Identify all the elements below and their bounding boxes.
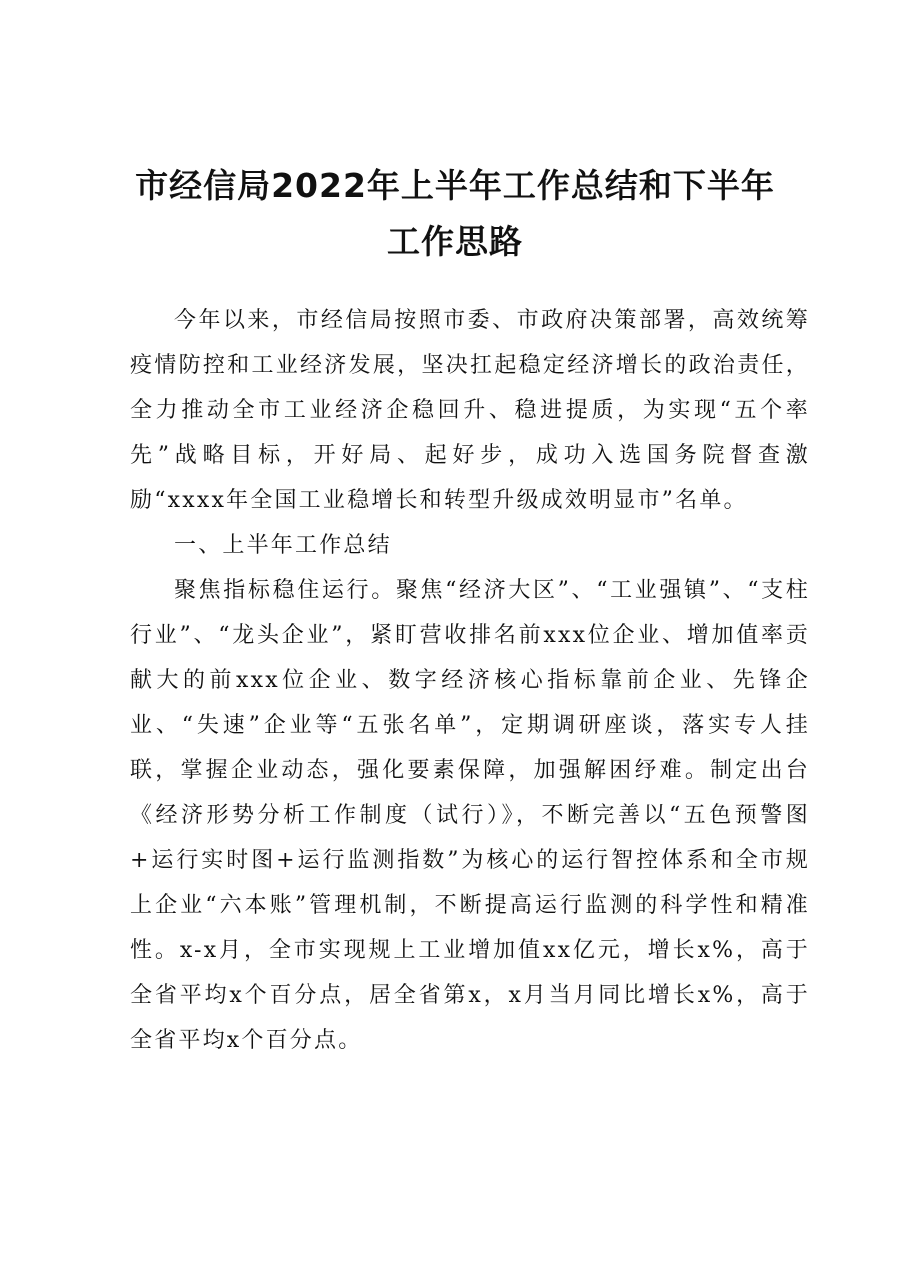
document-body: [130, 298, 810, 1063]
body-paragraph: 聚焦指标稳住运行。聚焦“经济大区”、“工业强镇”、“支柱行业”、“龙头企业”，紧盯营收排名前xxx位企业、增加值率贡献大的前xxx位企业、数字经济核心指标靠前企业、先锋企业、“失速”企业等“五张名单”，定期调研座谈，落实专人挂联，掌握企业动态，强化要素保障，加强解困纾难。制定出台《经济形势分析工作制度（试行）》，不断完善以“五色预警图+运行实时图+运行监测指数”为核心的运行智控体系和全市规上企业“六本账”管理机制，不断提高运行监测的科学性和精准性。x-x月，全市实现规上工业增加值xx亿元，增长x%，高于全省平均x个百分点，居全省第x，x月当月同比增长x%，高于全省平均x个百分点。: [130, 578, 810, 1053]
section-heading: 一、上半年工作总结: [174, 533, 392, 558]
document-title: 市经信局2022年上半年工作总结和下半年工作思路: [135, 166, 775, 261]
intro-paragraph: 今年以来，市经信局按照市委、市政府决策部署，高效统筹疫情防控和工业经济发展，坚决扛起稳定经济增长的政治责任，全力推动全市工业经济企稳回升、稳进提质，为实现“五个率先”战略目标，开好局、起好步，成功入选国务院督查激励“xxxx年全国工业稳增长和转型升级成效明显市”名单。: [130, 308, 810, 513]
